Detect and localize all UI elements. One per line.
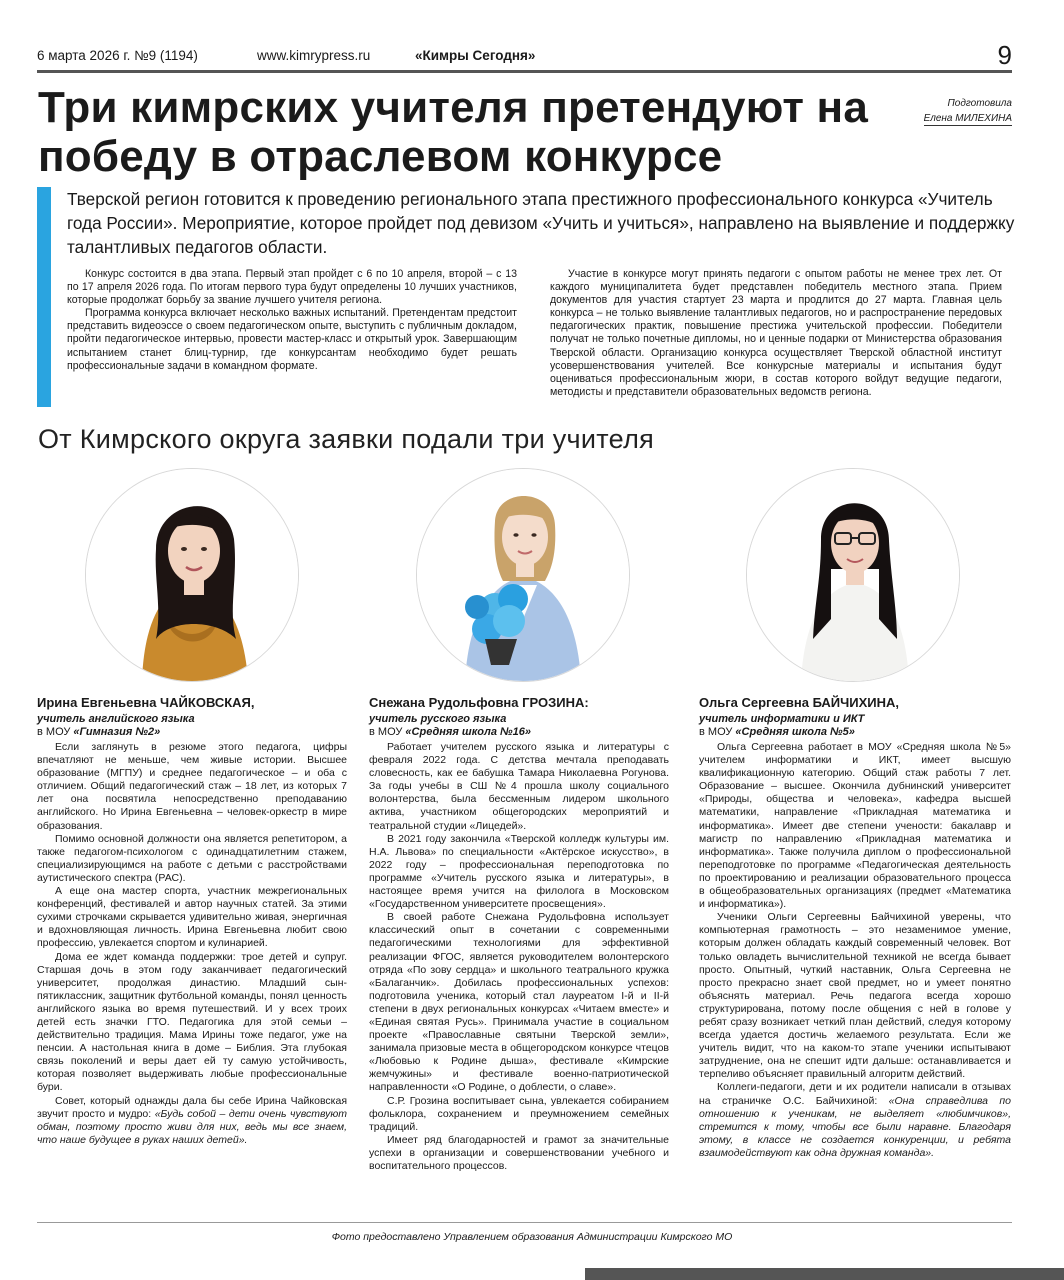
school-name: «Гимназия №2» xyxy=(73,726,161,738)
byline xyxy=(924,96,1012,126)
intro-paragraph: Конкурс состоится в два этапа. Первый этап пройдет с 6 по 10 апреля, второй – с 13 по 17 апреля 2026 года. По итогам первого тура будут определены 10 лучших участников, которые продолжат борьбу за звание лучшего учителя региона. xyxy=(67,268,517,307)
body-paragraph: В 2021 году закончила «Тверской колледж культуры им. Н.А. Львова» по специальности «Актёрское искусство», в 2022 году – профессиональная переподготовка по программе «Учитель русского языка и литературы», в настоящее время учится на филолога в Московском «Государственном университете просвещения». xyxy=(369,832,669,911)
teacher-school xyxy=(699,726,1011,739)
teacher-role: учитель информатики и ИКТ xyxy=(699,713,865,725)
teacher-role: учитель английского языка xyxy=(37,713,195,725)
teacher-school xyxy=(369,726,669,739)
body-paragraph-with-quote xyxy=(37,1095,347,1147)
school-prefix: в МОУ xyxy=(369,726,406,738)
teacher-photo-2 xyxy=(416,468,630,682)
body-paragraph: Ольга Сергеевна работает в МОУ «Средняя школа №5» учителем информатики и ИКТ, имеет высшую квалификационную категорию. Общий стаж работы 7 лет. Образование – высшее. Окончила дубнинский университет «Природы, общества и человека», кафедра высшей математики, направление «Прикладная математика и информатика». Имеет две степени учености: бакалавр и магистр по направлению «Прикладная математика и информатика». Также получила диплом о профессиональной переподготовке по программе «Педагогическая деятельность по проектированию и реализации образовательного процесса в общеобразовательных организациях (предмет «Математика и информатика»). xyxy=(699,741,1011,911)
body-text: Совет, который однажды дала бы себе Ирина Чайковская звучит просто и мудро: xyxy=(37,1094,347,1120)
teacher-name: Снежана Рудольфовна ГРОЗИНА: xyxy=(369,695,589,710)
intro-column-right xyxy=(550,268,1002,399)
school-name: «Средняя школа №5» xyxy=(735,726,855,738)
body-paragraph: Помимо основной должности она является репетитором, а также педагогом-психологом с одинадцатилетним стажем, специализирующимся на работе с детьми с расстройствами аутистического спектра (РАС). xyxy=(37,832,347,884)
body-paragraph: Если заглянуть в резюме этого педагога, цифры впечатляют не меньше, чем живые истории. Высшее образование (МГПУ) и среднее педагогическое – и оба с отличием. Общий педагогический стаж – 18 лет, из которых 7 лет она посвятила непосредственно преподаванию английского. Но Ирина Евгеньевна – человек-оркестр в мире образования. xyxy=(37,741,347,832)
teacher-quote: «Будь собой – дети очень чувствуют обман, поэтому просто живи для них, ведь мы все знаем, что наше будущее в руках наших детей». xyxy=(37,1107,347,1146)
issue-date: 6 марта 2026 г. №9 (1194) xyxy=(37,48,198,63)
footer-rule xyxy=(37,1222,1012,1223)
byline-prepared: Подготовила xyxy=(947,98,1012,109)
body-paragraph-with-quote xyxy=(699,1081,1011,1160)
teacher-quote: «Она справедлива по отношению к ученикам, не выделяет «любимчиков», стремится к тому, чтобы все были наравне. Благодаря этому, в классе не создается конкуренции, и ребята взаимодействуют как одна дружная команда». xyxy=(699,1094,1011,1159)
school-name: «Средняя школа №16» xyxy=(405,726,531,738)
photo-baychikhina xyxy=(747,469,959,681)
byline-author: Елена МИЛЕХИНА xyxy=(923,113,1012,124)
teacher-column-3 xyxy=(699,695,1011,1160)
section-subhead: От Кимрского округа заявки подали три учителя xyxy=(38,424,655,454)
body-paragraph: Ученики Ольги Сергеевны Байчихиной уверены, что компьютерная грамотность – это незаменимое умение, которым должен обладать каждый современный человек. Вот только овладеть вычислительной техникой не всегда бывает просто. Опытный, чуткий наставник, Ольга Сергеевна не просто прекрасно знает свой предмет, но и умеет понятно объяснять материал. Речь педагога всегда хорошо структурирована, потому после общения с ней в голове у ребят сразу возникает четкий план действий, следуя которому всегда удается достичь желаемого результата. Если же учитель видит, что на каком-то этапе ученики испытывают затруднение, она не спешит идти дальше: останавливается и терпеливо объясняет правильный алгоритм действий. xyxy=(699,911,1011,1081)
school-prefix: в МОУ xyxy=(699,726,736,738)
page-header xyxy=(37,40,1012,76)
teacher-column-1 xyxy=(37,695,347,1147)
body-paragraph: Работает учителем русского языка и литературы с февраля 2022 года. С детства мечтала преподавать словесность, как ее бабушка Тамара Николаевна Рогунова. За годы учебы в СШ №4 прошла школу социального волонтерства, была бессменным лидером школьного актива, участником общегородских мероприятий и театральной студии «Лицедей». xyxy=(369,741,669,832)
site-url[interactable]: www.kimrypress.ru xyxy=(257,48,371,63)
photo-chaykovskaya xyxy=(86,469,298,681)
intro-paragraph: Участие в конкурсе могут принять педагоги с опытом работы не менее трех лет. От каждого муниципалитета будет представлен победитель местного этапа. Прием документов для участия стартует 23 марта и продлится до 27 марта. Главная цель конкурса – не только выявление талантливых педагогов, но и распространение передовых педагогических практик, повышение престижа учительской профессии. Победители получат не только почетные дипломы, но и ценные подарки от Министерства образования Тверской области. Организацию конкурса осуществляет Тверской областной институт усовершенствования учителей. Все конкурсные материалы и испытания будут оцениваться профессиональным жюри, в состав которого войдут ведущие педагоги, методисты и представители образовательных ведомств региона. xyxy=(550,268,1002,398)
article-lead: Тверской регион готовится к проведению регионального этапа престижного профессионального конкурса «Учитель года России». Мероприятие, которое пройдет под девизом «Учить и учиться», направлено на выявление и поддержку талантливых педагогов области. xyxy=(67,189,1015,257)
body-paragraph: Дома ее ждет команда поддержки: трое детей и супруг. Старшая дочь в этом году заканчивает педагогический университет, продолжая династию. Младший сын-пятиклассник, защитник футбольной команды, понял ценность английского языка во время путешествий. И у всех троих детей есть значки ГТО. Педагогика для этой семьи – действительно традиция. Мама Ирины тоже педагог, уже на пенсии. А настольная книга в доме – Библия. Эта глубокая связь поколений и веры дает ей ту самую устойчивость, которая позволяет выдерживать любые профессиональные бури. xyxy=(37,950,347,1094)
teacher-photo-1 xyxy=(85,468,299,682)
teacher-name: Ирина Евгеньевна ЧАЙКОВСКАЯ, xyxy=(37,695,255,710)
body-text: Коллеги-педагоги, дети и их родители написали в отзывах на страничке О.С. Байчихиной: xyxy=(699,1081,1011,1107)
teacher-role: учитель русского языка xyxy=(369,713,507,725)
teacher-school xyxy=(37,726,347,739)
header-rule xyxy=(37,70,1012,73)
body-paragraph: С.Р. Грозина воспитывает сына, увлекается собиранием фольклора, сохранением и преумножением семейных традиций. xyxy=(369,1094,669,1133)
body-paragraph: Имеет ряд благодарностей и грамот за значительные успехи в организации и совершенствовании учебного и воспитательного процессов. xyxy=(369,1133,669,1172)
teacher-column-2 xyxy=(369,695,669,1173)
body-paragraph: В своей работе Снежана Рудольфовна использует классический опыт в сочетании с современными педагогическими технологиями для эффективной реализации ФГОС, является руководителем волонтерского отряда «По зову сердца» и школьного театрального кружка «Балаганчик». Добилась профессиональных успехов: подготовила ученика, который стал лауреатом I-й и II-й степени в двух региональных конкурсах «Читаем вместе» и «Единая святая Русь». Принимала участие в социальном проекте «Православные святыни Тверской земли», занимала призовые места в общегородском конкурсе чтецов «Любовью к Родине дыша», фестивале «Кимрские жемчужины» и фестивале военно-патриотической направленности «О Родине, о доблести, о славе». xyxy=(369,911,669,1094)
intro-paragraph: Программа конкурса включает несколько важных испытаний. Претендентам предстоит представить видеоэссе о своем педагогическом опыте, выступить с публичным докладом, пройти педагогическое интервью, провести мастер-класс и открытый урок. Завершающим испытанием станет блиц-турнир, где конкурсантам необходимо будет решать профессиональные задачи в командном формате. xyxy=(67,307,517,372)
page-number: 9 xyxy=(997,40,1012,70)
newspaper-name: «Кимры Сегодня» xyxy=(415,48,536,63)
school-prefix: в МОУ xyxy=(37,726,74,738)
article-headline: Три кимрских учителя претендуют на победу в отраслевом конкурсе xyxy=(38,83,868,181)
body-paragraph: А еще она мастер спорта, участник межрегиональных конференций, фестивалей и автор научных статей. За этими сухими строчками скрывается удивительно живая, энергичная и вдохновляющая личность. Ирина Евгеньевна любит свою профессию, увлекается спортом и кулинарией. xyxy=(37,885,347,950)
scan-edge-strip xyxy=(585,1268,1064,1280)
photo-credit: Фото предоставлено Управлением образования Администрации Кимрского МО xyxy=(331,1231,733,1243)
photo-grozina xyxy=(417,469,629,681)
lead-accent-bar xyxy=(37,187,51,407)
intro-column-left xyxy=(67,268,517,373)
teacher-photo-3 xyxy=(746,468,960,682)
teacher-name: Ольга Сергеевна БАЙЧИХИНА, xyxy=(699,695,900,710)
